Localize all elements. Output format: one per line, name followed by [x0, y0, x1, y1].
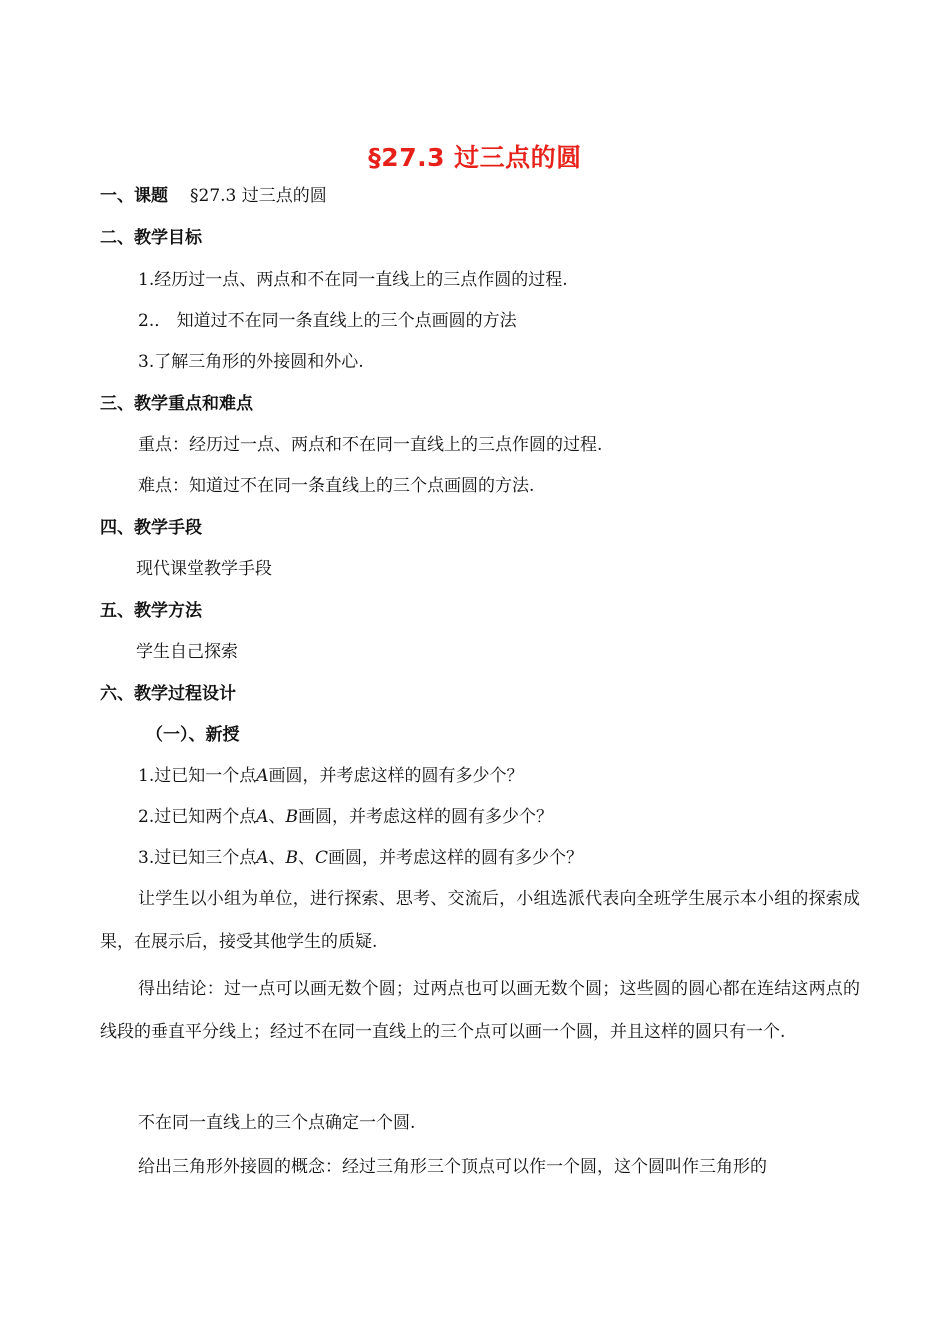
section-4-content: 现代课堂教学手段 — [136, 559, 272, 579]
objective-1: 1.经历过一点、两点和不在同一直线上的三点作圆的过程. — [138, 270, 568, 290]
section-1-heading: 一、课题 — [100, 186, 168, 206]
objective-2: 2.． 知道过不在同一条直线上的三个点画圆的方法 — [138, 311, 517, 331]
q2-point-b: B — [285, 807, 299, 827]
q1-point: A — [256, 766, 269, 786]
q3-point-b: B — [285, 848, 299, 868]
question-3 — [138, 846, 583, 870]
q3-point-a: A — [256, 848, 269, 868]
q2-sep: 、 — [268, 807, 286, 827]
section-4-heading: 四、教学手段 — [100, 518, 202, 538]
difficulty: 难点：知道过不在同一条直线上的三个点画圆的方法. — [138, 476, 535, 496]
section-5-content: 学生自己探索 — [136, 642, 238, 662]
question-2 — [138, 805, 553, 829]
objective-3: 3.了解三角形的外接圆和外心. — [138, 352, 364, 372]
section-2-heading: 二、教学目标 — [100, 228, 202, 248]
q2-text-a: 2.过已知两个点 — [138, 807, 257, 827]
paragraph-theorem: 不在同一直线上的三个点确定一个圆. — [138, 1113, 416, 1133]
q3-text-a: 3.过已知三个点 — [138, 848, 257, 868]
question-1 — [138, 764, 524, 788]
section-1 — [100, 184, 327, 208]
q1-text-b: 画圆，并考虑这样的圆有多少个？ — [268, 766, 524, 786]
paragraph-circumcircle: 给出三角形外接圆的概念：经过三角形三个顶点可以作一个圆，这个圆叫作三角形的 — [138, 1157, 767, 1177]
section-6-heading: 六、教学过程设计 — [100, 684, 236, 704]
paragraph-group-work: 让学生以小组为单位，进行探索、思考、交流后，小组选派代表向全班学生展示本小组的探索成果，在展示后，接受其他学生的质疑. — [100, 889, 860, 952]
subsection-heading: （一）、新授 — [146, 725, 240, 745]
section-5-heading: 五、教学方法 — [100, 601, 202, 621]
q2-text-b: 画圆，并考虑这样的圆有多少个？ — [298, 807, 554, 827]
q3-text-b: 画圆，并考虑这样的圆有多少个？ — [328, 848, 584, 868]
key-point: 重点：经历过一点、两点和不在同一直线上的三点作圆的过程. — [138, 435, 603, 455]
q3-sep-1: 、 — [268, 848, 286, 868]
q1-text-a: 1.过已知一个点 — [138, 766, 257, 786]
q2-point-a: A — [256, 807, 269, 827]
page-title: §27.3 过三点的圆 — [368, 143, 582, 172]
section-1-content: §27.3 过三点的圆 — [190, 186, 327, 206]
paragraph-conclusion: 得出结论：过一点可以画无数个圆；过两点也可以画无数个圆；这些圆的圆心都在连结这两点的线段的垂直平分线上；经过不在同一直线上的三个点可以画一个圆，并且这样的圆只有一个. — [100, 979, 860, 1042]
q3-point-c: C — [315, 848, 329, 868]
q3-sep-2: 、 — [298, 848, 316, 868]
section-3-heading: 三、教学重点和难点 — [100, 394, 253, 414]
